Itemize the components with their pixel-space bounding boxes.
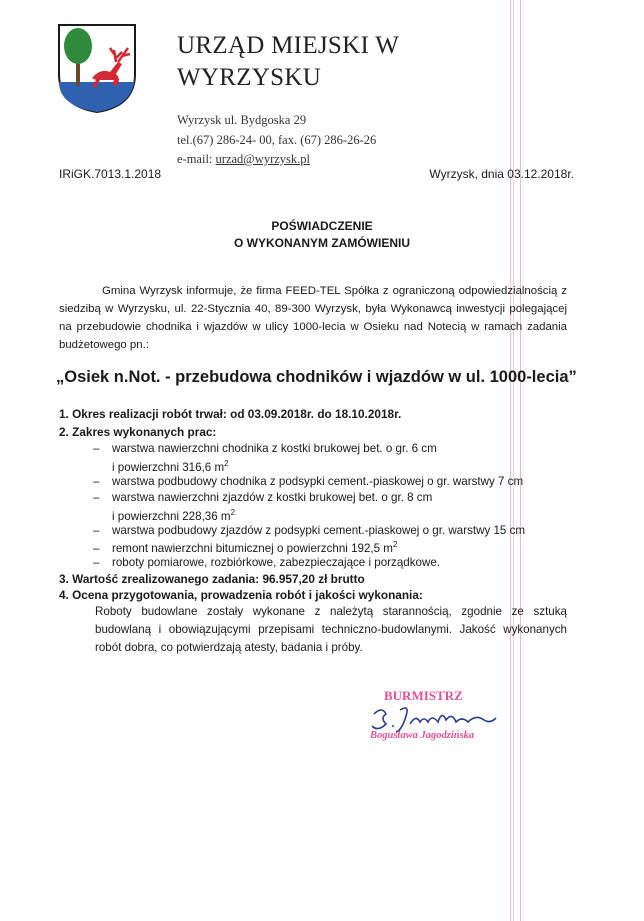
superscript: 2 <box>392 540 398 549</box>
section-1: 1. Okres realizacji robót trwał: od 03.09.2018r. do 18.10.2018r. <box>59 407 402 421</box>
work-item-text: i powierzchni 228,36 m <box>112 509 231 523</box>
document-title-line2: O WYKONANYM ZAMÓWIENIU <box>234 236 410 250</box>
margin-line <box>510 0 511 921</box>
work-item-text: i powierzchni 316,6 m <box>112 460 225 474</box>
address-line: Wyrzysk ul. Bydgoska 29 <box>177 113 307 127</box>
document-date: Wyrzysk, dnia 03.12.2018r. <box>429 167 574 181</box>
list-dash: – <box>93 524 100 537</box>
project-title: „Osiek n.Not. - przebudowa chodników i wjazdów w ul. 1000-lecia” <box>56 368 577 386</box>
reference-number: IRiGK.7013.1.2018 <box>59 167 162 181</box>
work-item <box>93 524 525 537</box>
work-item <box>93 540 397 555</box>
phone-line: tel.(67) 286-24- 00, fax. (67) 286-26-26 <box>177 133 377 147</box>
list-dash: – <box>93 442 100 455</box>
email-label: e-mail: <box>177 152 216 166</box>
intro-paragraph: Gmina Wyrzysk informuje, że firma FEED-TEL Spółka z ograniczoną odpowiedzialnością z siedzibą w Wyrzysku, ul. 22-Stycznia 40, 89-300 Wyrzysk, była Wykonawcą inwestycji polegającej na przebudowie chodnika i wjazdów w ulicy 1000-lecia w Osieku nad Notecią w ramach zadania budżetowego pn.: <box>59 285 567 351</box>
office-title-line1: URZĄD MIEJSKI W <box>177 32 400 59</box>
signatory-name: Bogusława Jagodzińska <box>370 730 475 741</box>
work-item-text: warstwa nawierzchni chodnika z kostki brukowej bet. o gr. 6 cm <box>112 442 437 455</box>
section-3: 3. Wartość zrealizowanego zadania: 96.957,20 zł brutto <box>59 572 365 586</box>
work-item-text: warstwa nawierzchni zjazdów z kostki brukowej bet. o gr. 8 cm <box>112 491 433 504</box>
work-item-text: warstwa podbudowy zjazdów z podsypki cement.-piaskowej o gr. warstwy 15 cm <box>112 524 526 537</box>
superscript: 2 <box>224 459 229 468</box>
email-line <box>177 152 497 167</box>
list-dash: – <box>93 475 100 488</box>
work-item-text: warstwa podbudowy chodnika z podsypki cement.-piaskowej o gr. warstwy 7 cm <box>112 475 524 488</box>
section-2: 2. Zakres wykonanych prac: <box>59 425 217 439</box>
office-title <box>177 30 477 94</box>
email-link[interactable]: urzad@wyrzysk.pl <box>215 152 311 166</box>
work-item <box>93 442 437 455</box>
work-item-cont <box>112 459 229 474</box>
document-title-line1: POŚWIADCZENIE <box>271 219 373 233</box>
work-item <box>93 475 523 488</box>
list-dash: – <box>93 556 100 569</box>
work-item-cont <box>112 508 235 523</box>
section-4: 4. Ocena przygotowania, prowadzenia robót i jakości wykonania: <box>59 588 423 602</box>
margin-line <box>520 0 521 921</box>
work-item-text: remont nawierzchni bitumicznej o powierzchni 192,5 m <box>112 541 393 555</box>
coat-of-arms-icon <box>56 22 138 114</box>
superscript: 2 <box>230 508 236 517</box>
work-item-text: roboty pomiarowe, rozbiórkowe, zabezpieczające i porządkowe. <box>112 556 441 569</box>
work-item <box>93 556 440 569</box>
list-dash: – <box>93 491 100 504</box>
work-item <box>93 491 432 504</box>
quality-paragraph: Roboty budowlane zostały wykonane z należytą starannością, zgodnie ze sztuką budowlaną i obowiązującymi przepisami techniczno-budowlanymi. Jakość wykonanych robót dobra, co potwierdzają atesty, badania i próby. <box>95 605 567 654</box>
list-dash: – <box>93 541 100 555</box>
stamp-title: BURMISTRZ <box>384 688 463 703</box>
office-title-line2: WYRZYSKU <box>177 64 322 91</box>
margin-line <box>513 0 514 921</box>
